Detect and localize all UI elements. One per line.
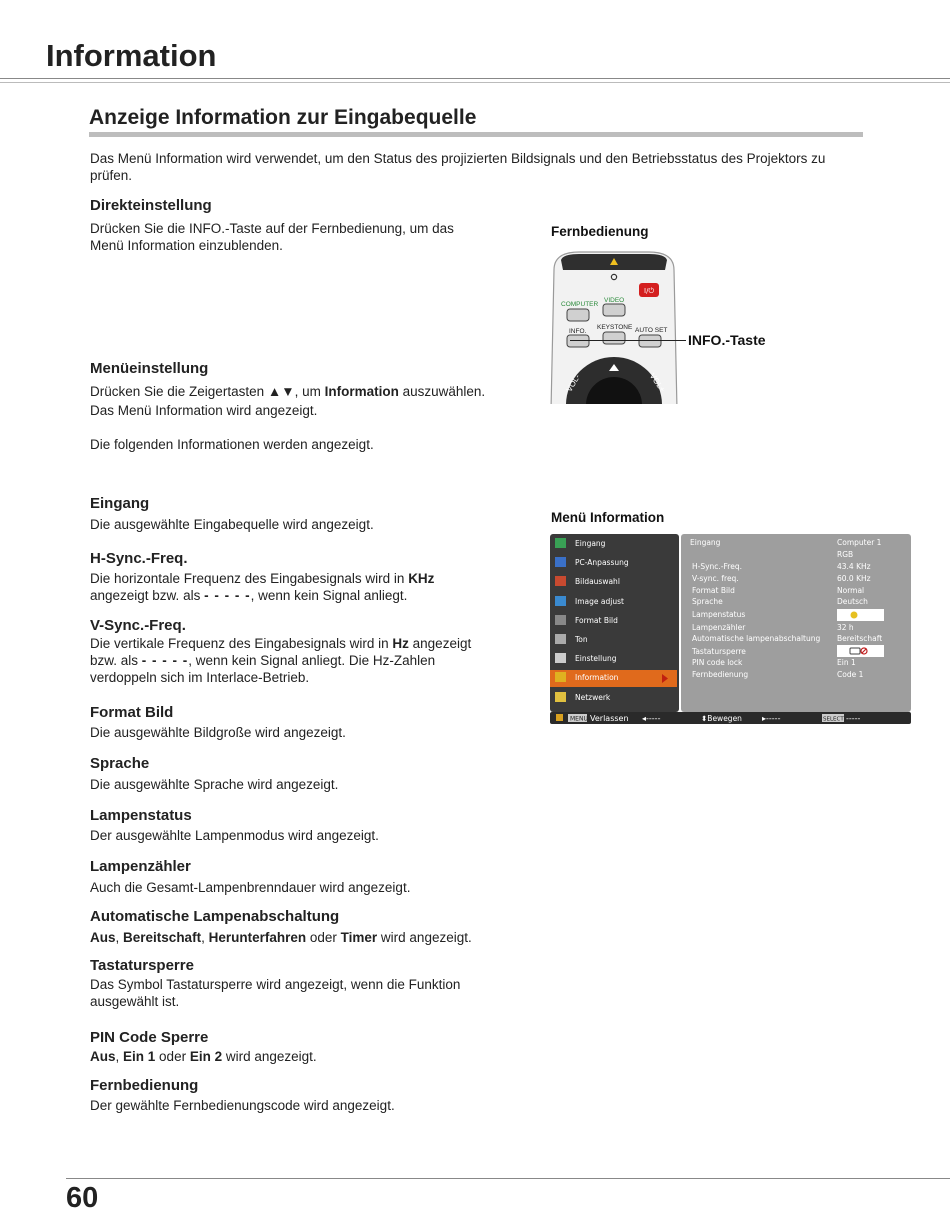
- osd-info-key: Format Bild: [692, 586, 735, 595]
- osd-info-key: Automatische lampenabschaltung: [692, 634, 821, 643]
- computer-label: COMPUTER: [561, 301, 599, 308]
- section-rule: [89, 132, 863, 137]
- page-title: Information: [46, 38, 217, 73]
- direct-heading: Direkteinstellung: [90, 197, 212, 214]
- osd-info-value: Code 1: [837, 670, 864, 679]
- intro-paragraph: [90, 150, 870, 184]
- svg-text:MENU: MENU: [570, 715, 588, 723]
- osd-info-key: Fernbedienung: [692, 670, 749, 679]
- item-text-sprache: Die ausgewählte Sprache wird angezeigt.: [90, 777, 339, 792]
- item-heading-sprache: Sprache: [90, 755, 150, 772]
- svg-text:▸-----: ▸-----: [762, 714, 781, 723]
- osd-info-key: PIN code lock: [692, 658, 743, 667]
- osd-menu-item[interactable]: Ton: [575, 635, 588, 644]
- osd-info-key: Lampenzähler: [692, 623, 746, 632]
- item-text-hsync: Die horizontale Frequenz des Eingabesignals wird in KHz angezeigt bzw. als - - - - -, wenn kein Signal anliegt.: [90, 571, 435, 603]
- intro-line-2: prüfen.: [90, 168, 133, 183]
- item-text-format: Die ausgewählte Bildgroße wird angezeigt.: [90, 725, 346, 740]
- osd-menu-icon: [555, 596, 566, 606]
- osd-info-key: Eingang: [690, 538, 721, 547]
- osd-info-value: Normal: [837, 586, 865, 595]
- footer-rule: [66, 1178, 950, 1179]
- osd-menu-screenshot: [550, 534, 911, 725]
- info-label: INFO.: [569, 328, 587, 335]
- osd-menu-icon: [555, 576, 566, 586]
- item-text-pin: Aus, Ein 1 oder Ein 2 wird angezeigt.: [90, 1049, 317, 1064]
- page-number: 60: [66, 1182, 99, 1214]
- osd-info-value: Bereitschaft: [837, 634, 883, 643]
- menu-setting-line-2: Das Menü Information wird angezeigt.: [90, 403, 318, 418]
- menu-setting-line-3: Die folgenden Informationen werden angezeigt.: [90, 437, 374, 452]
- autoset-label: AUTO SET: [635, 327, 668, 334]
- callout-line: [570, 340, 686, 341]
- osd-menu-item[interactable]: Netzwerk: [575, 693, 611, 702]
- video-button[interactable]: [603, 304, 625, 316]
- osd-info-key: Sprache: [692, 597, 723, 606]
- lock-icon: [556, 714, 563, 721]
- title-rule-secondary: [0, 82, 950, 83]
- svg-text:⬍Bewegen: ⬍Bewegen: [701, 714, 742, 723]
- osd-info-key: V-sync. freq.: [692, 574, 739, 583]
- osd-menu-item[interactable]: Information: [575, 673, 619, 682]
- item-text-lampenstatus: Der ausgewählte Lampenmodus wird angezeigt.: [90, 828, 379, 843]
- osd-menu-item[interactable]: Eingang: [575, 539, 606, 548]
- svg-text:SELECT: SELECT: [823, 716, 844, 723]
- lamp-status-box: [837, 609, 884, 621]
- osd-label: Menü Information: [551, 510, 665, 525]
- menu-setting-heading: Menüeinstellung: [90, 360, 209, 377]
- vol-minus-label: VOL-: [564, 372, 582, 394]
- item-text-eingang: Die ausgewählte Eingabequelle wird angezeigt.: [90, 517, 374, 532]
- arrow-keys-icon: ▲▼: [267, 384, 295, 399]
- item-heading-hsync: H-Sync.-Freq.: [90, 550, 188, 567]
- svg-text:Verlassen: Verlassen: [590, 714, 629, 723]
- osd-info-value: Deutsch: [837, 597, 868, 606]
- remote-label: Fernbedienung: [551, 224, 649, 239]
- item-heading-eingang: Eingang: [90, 495, 150, 512]
- osd-menu-item[interactable]: Format Bild: [575, 616, 618, 625]
- osd-menu-icon: [555, 672, 566, 682]
- remote-illustration: [549, 250, 679, 404]
- osd-info-value: 60.0 KHz: [837, 574, 871, 583]
- menu-setting-text: [90, 383, 530, 453]
- osd-info-value: Ein 1: [837, 658, 856, 667]
- osd-info-key: H-Sync.-Freq.: [692, 562, 742, 571]
- osd-menu-item[interactable]: Bildauswahl: [575, 577, 620, 586]
- item-heading-abschaltung: Automatische Lampenabschaltung: [90, 908, 340, 925]
- info-key-callout: INFO.-Taste: [688, 332, 766, 348]
- osd-info-value: RGB: [837, 550, 854, 559]
- keystone-label: KEYSTONE: [597, 324, 633, 331]
- item-heading-tastatursperre: Tastatursperre: [90, 957, 194, 974]
- item-heading-vsync: V-Sync.-Freq.: [90, 617, 186, 634]
- menu-setting-line-1: Drücken Sie die Zeigertasten ▲▼, um Information auszuwählen.: [90, 384, 486, 399]
- item-text-abschaltung: Aus, Bereitschaft, Herunterfahren oder Timer wird angezeigt.: [90, 930, 472, 945]
- info-button[interactable]: [567, 335, 589, 347]
- keystone-button[interactable]: [603, 332, 625, 344]
- lamp-icon: [851, 612, 858, 619]
- item-heading-lampenstatus: Lampenstatus: [90, 807, 192, 824]
- intro-line-1: Das Menü Information wird verwendet, um den Status des projizierten Bildsignals und den Betriebsstatus des Projektors zu: [90, 151, 826, 166]
- osd-menu-icon: [555, 615, 566, 625]
- osd-info-key: Lampenstatus: [692, 610, 746, 619]
- item-heading-lampenzaehler: Lampenzähler: [90, 858, 191, 875]
- video-label: VIDEO: [604, 297, 625, 304]
- svg-text:I/⏻: I/⏻: [644, 287, 654, 295]
- item-text-tastatursperre: Das Symbol Tastatursperre wird angezeigt, wenn die Funktion ausgewählt ist.: [90, 977, 461, 1009]
- osd-info-value: 32 h: [837, 623, 854, 632]
- osd-menu-icon: [555, 653, 566, 663]
- computer-button[interactable]: [567, 309, 589, 321]
- section-title: Anzeige Information zur Eingabequelle: [89, 106, 477, 129]
- item-heading-format: Format Bild: [90, 704, 174, 721]
- svg-text:-----: -----: [846, 714, 861, 723]
- vol-plus-label: VOL+: [647, 371, 668, 394]
- item-text-lampenzaehler: Auch die Gesamt-Lampenbrenndauer wird angezeigt.: [90, 880, 411, 895]
- osd-menu-item[interactable]: Image adjust: [575, 597, 624, 606]
- osd-menu-icon: [555, 538, 566, 548]
- osd-menu-item[interactable]: PC-Anpassung: [575, 558, 629, 567]
- osd-info-value: Computer 1: [837, 538, 882, 547]
- direct-text: [90, 220, 510, 254]
- item-text-fernbedienung: Der gewählte Fernbedienungscode wird angezeigt.: [90, 1098, 395, 1113]
- osd-menu-icon: [555, 692, 566, 702]
- osd-info-value: 43.4 KHz: [837, 562, 871, 571]
- direct-line-1: Drücken Sie die INFO.-Taste auf der Fernbedienung, um das: [90, 221, 454, 236]
- direct-line-2: Menü Information einzublenden.: [90, 238, 283, 253]
- osd-menu-icon: [555, 557, 566, 567]
- item-heading-fernbedienung: Fernbedienung: [90, 1077, 199, 1094]
- svg-text:◂-----: ◂-----: [642, 714, 661, 723]
- item-text-vsync: Die vertikale Frequenz des Eingabesignals wird in Hz angezeigt bzw. als - - - - -, wenn kein Signal anliegt. Die Hz-Zahlen verdoppeln sich im Interlace-Betrieb.: [90, 636, 472, 685]
- item-heading-pin: PIN Code Sperre: [90, 1029, 209, 1046]
- title-rule: [0, 78, 950, 79]
- osd-menu-icon: [555, 634, 566, 644]
- osd-info-key: Tastatursperre: [692, 647, 746, 656]
- autoset-button[interactable]: [639, 335, 661, 347]
- osd-menu-item[interactable]: Einstellung: [575, 654, 617, 663]
